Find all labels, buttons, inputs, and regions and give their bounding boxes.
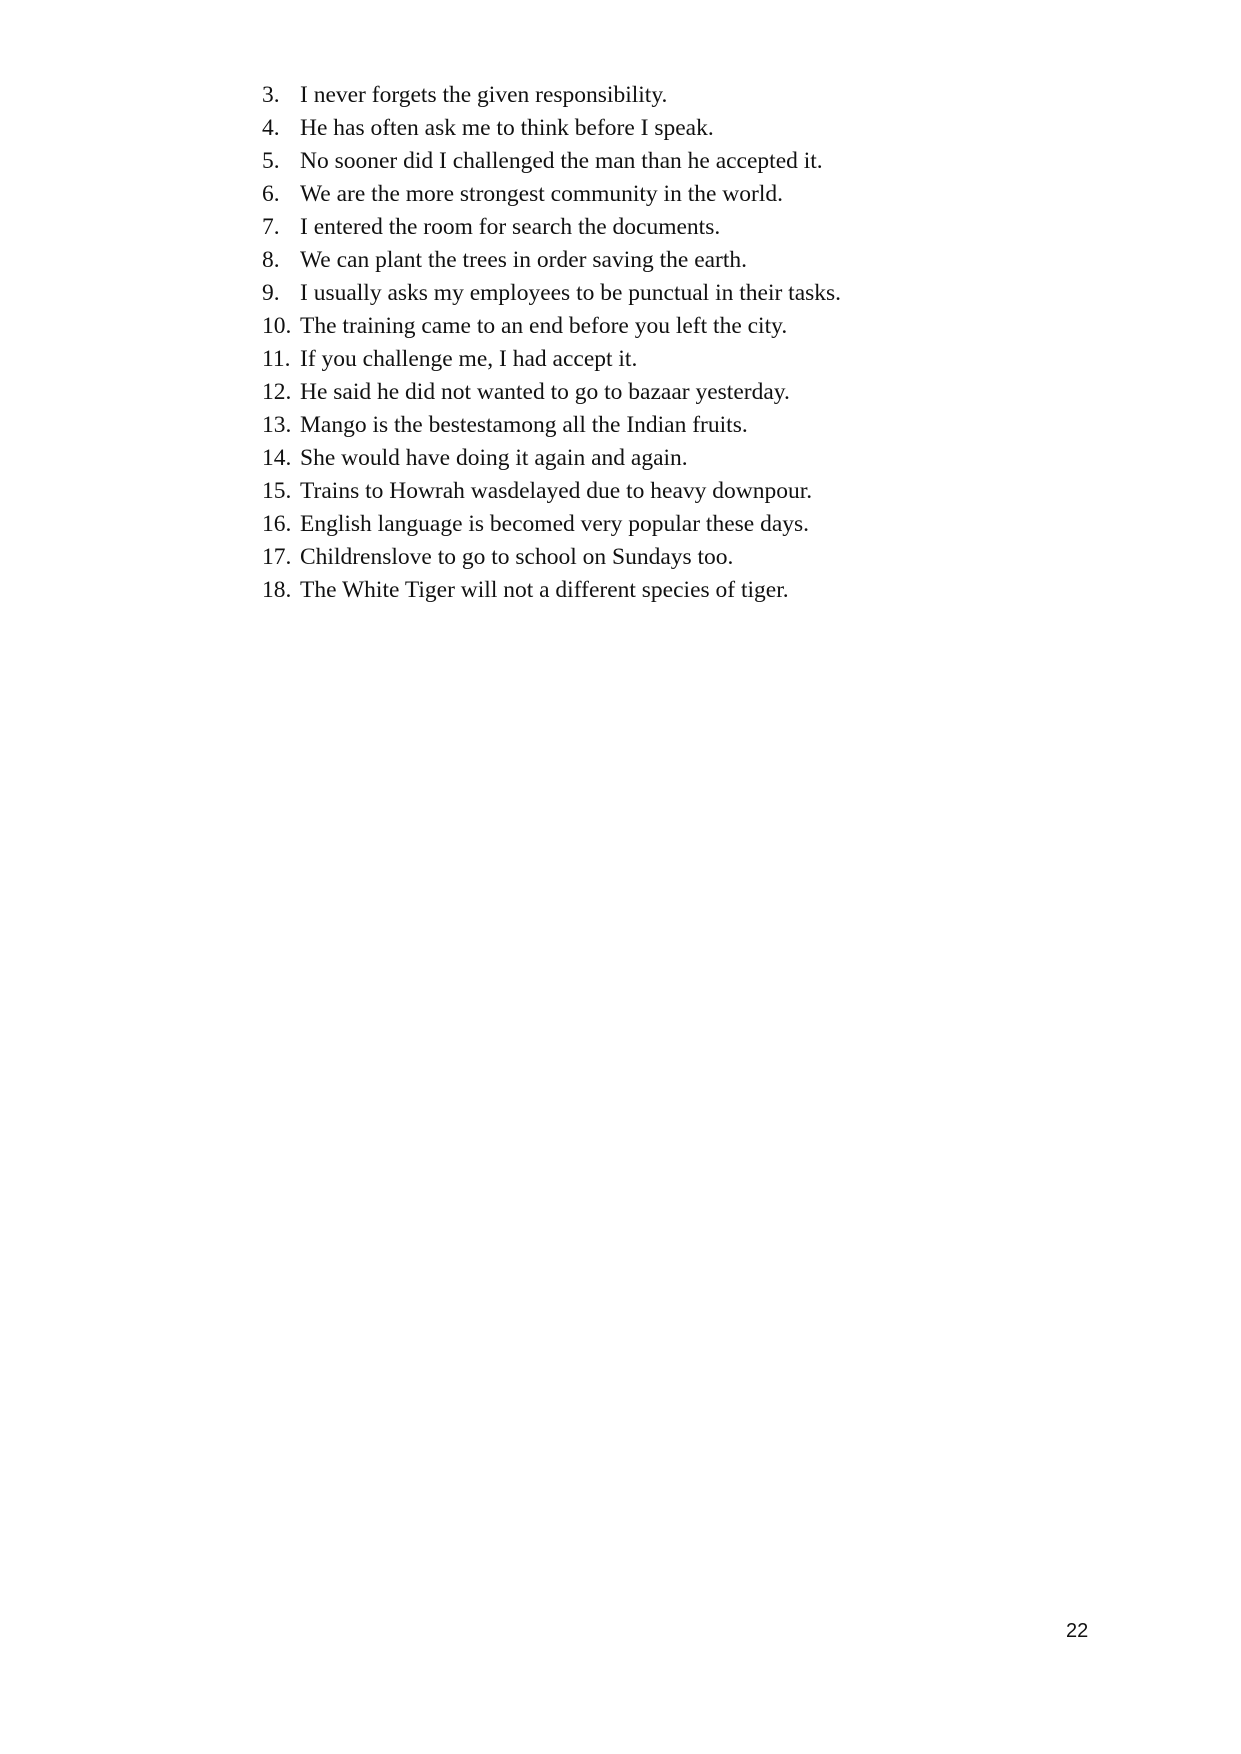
item-number: 18. xyxy=(262,577,292,603)
item-text: I entered the room for search the documents. xyxy=(300,214,721,240)
item-text: Mango is the bestestamong all the Indian fruits. xyxy=(300,412,748,438)
item-text: Childrenslove to go to school on Sundays too. xyxy=(300,544,734,570)
item-text: We are the more strongest community in the world. xyxy=(300,181,784,207)
item-text: No sooner did I challenged the man than he accepted it. xyxy=(300,148,823,174)
item-number: 5. xyxy=(262,148,280,174)
list-item xyxy=(262,445,1082,478)
item-number: 13. xyxy=(262,412,292,438)
list-item xyxy=(262,247,1082,280)
item-text: He said he did not wanted to go to bazaar yesterday. xyxy=(300,379,790,405)
list-item xyxy=(262,181,1082,214)
item-number: 17. xyxy=(262,544,292,570)
page-number: 22 xyxy=(1066,1620,1089,1642)
item-text: English language is becomed very popular these days. xyxy=(300,511,810,537)
item-text: The White Tiger will not a different species of tiger. xyxy=(300,577,789,603)
exercise-list xyxy=(262,82,1082,610)
item-number: 10. xyxy=(262,313,292,339)
item-number: 6. xyxy=(262,181,280,207)
list-item xyxy=(262,280,1082,313)
item-number: 7. xyxy=(262,214,280,240)
list-item xyxy=(262,115,1082,148)
item-number: 12. xyxy=(262,379,292,405)
list-item xyxy=(262,412,1082,445)
item-number: 9. xyxy=(262,280,280,306)
list-item xyxy=(262,346,1082,379)
item-text: He has often ask me to think before I speak. xyxy=(300,115,714,141)
item-text: We can plant the trees in order saving the earth. xyxy=(300,247,748,273)
list-item xyxy=(262,214,1082,247)
item-number: 3. xyxy=(262,82,280,108)
item-text: The training came to an end before you left the city. xyxy=(300,313,788,339)
list-item xyxy=(262,148,1082,181)
item-text: If you challenge me, I had accept it. xyxy=(300,346,638,372)
list-item xyxy=(262,544,1082,577)
item-text: She would have doing it again and again. xyxy=(300,445,688,471)
item-text: Trains to Howrah wasdelayed due to heavy downpour. xyxy=(300,478,813,504)
item-number: 11. xyxy=(262,346,291,372)
item-number: 4. xyxy=(262,115,280,141)
item-number: 8. xyxy=(262,247,280,273)
list-item xyxy=(262,478,1082,511)
item-text: I usually asks my employees to be punctual in their tasks. xyxy=(300,280,842,306)
list-item xyxy=(262,511,1082,544)
list-item xyxy=(262,313,1082,346)
item-number: 16. xyxy=(262,511,292,537)
list-item xyxy=(262,82,1082,115)
item-number: 15. xyxy=(262,478,292,504)
item-number: 14. xyxy=(262,445,292,471)
item-text: I never forgets the given responsibility. xyxy=(300,82,668,108)
list-item xyxy=(262,379,1082,412)
list-item xyxy=(262,577,1082,610)
